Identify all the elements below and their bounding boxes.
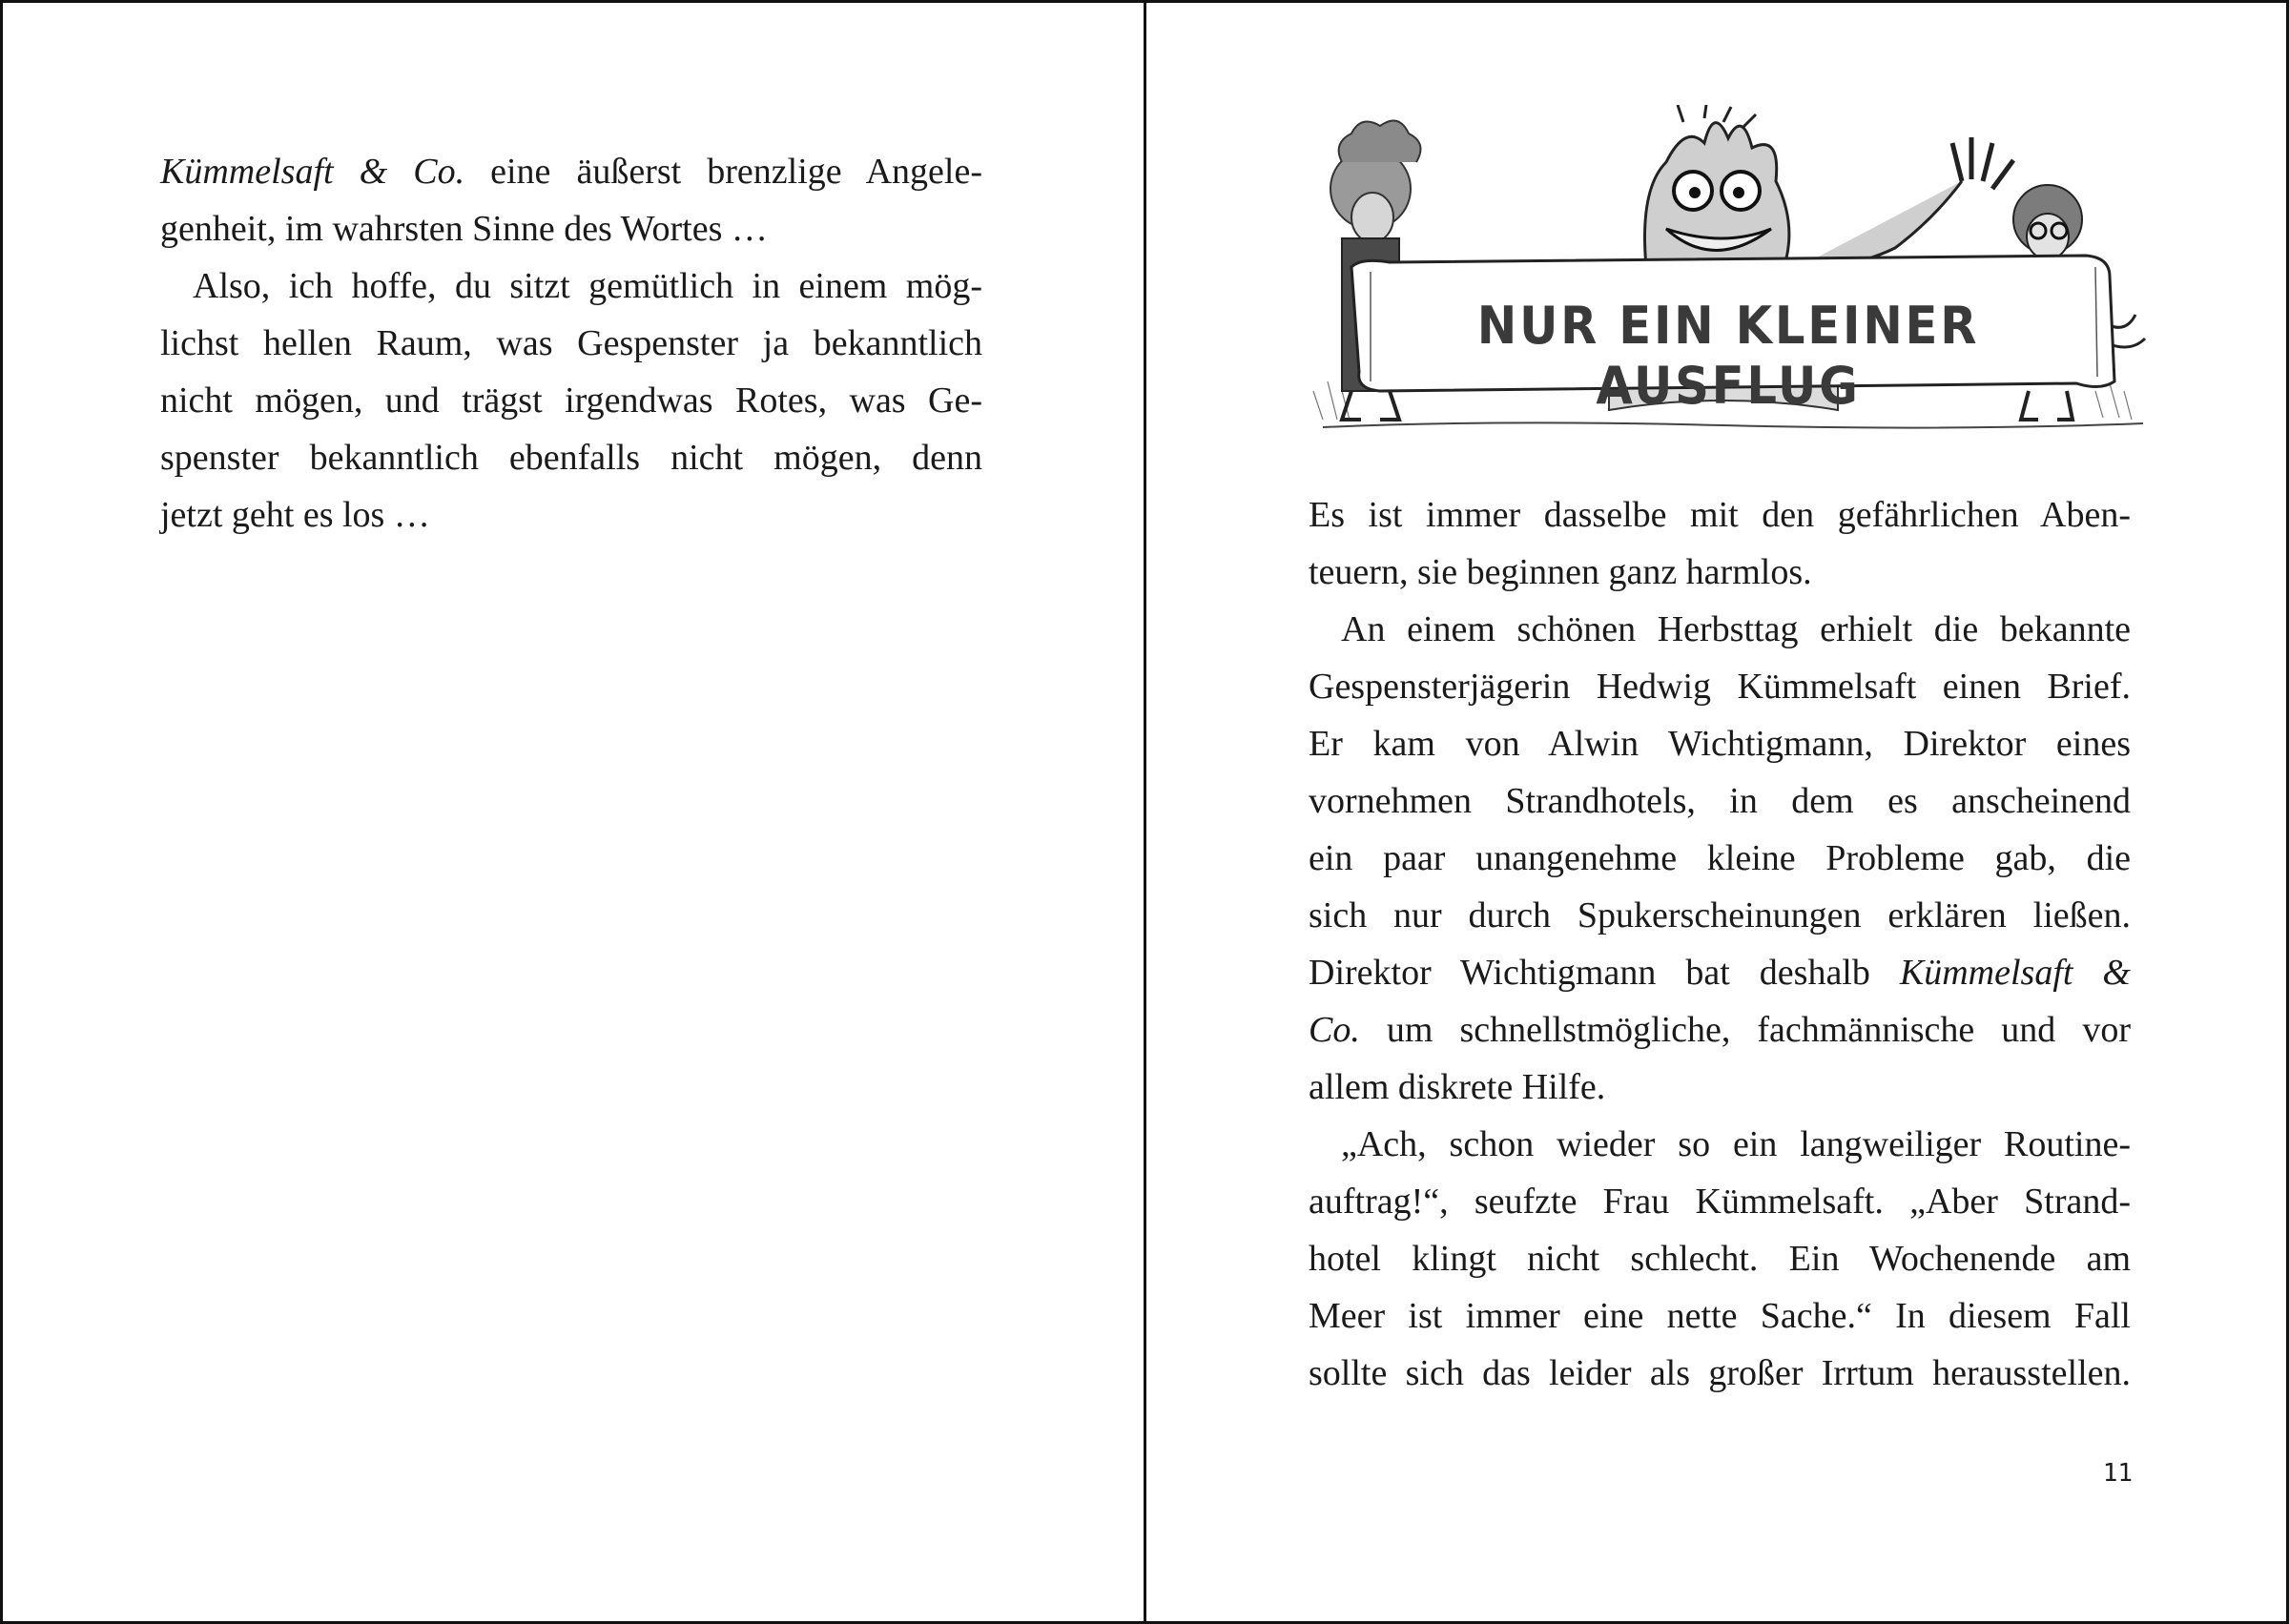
italic-text: Co. bbox=[1309, 1010, 1360, 1050]
text-line bbox=[160, 200, 982, 257]
text-line bbox=[160, 143, 982, 200]
line-text: Es ist immer dasselbe mit den gefährlichen Aben- bbox=[1309, 495, 2131, 535]
text-line bbox=[1309, 1345, 2131, 1402]
text-line bbox=[160, 315, 982, 372]
line-text: sich nur durch Spukerscheinungen erklären ließen. bbox=[1309, 895, 2131, 935]
line-text: Also, ich hoffe, du sitzt gemütlich in einem mög- bbox=[193, 266, 982, 306]
line-text: Gespensterjägerin Hedwig Kümmelsaft einen Brief. bbox=[1309, 667, 2131, 707]
line-text: eine äußerst brenzlige Angele- bbox=[464, 152, 982, 192]
line-text: genheit, im wahrsten Sinne des Wortes … bbox=[160, 209, 768, 249]
line-text: um schnellstmögliche, fachmännische und vor bbox=[1359, 1010, 2131, 1050]
page-number: 11 bbox=[2102, 1459, 2133, 1488]
text-line bbox=[1309, 1116, 2131, 1173]
line-text: An einem schönen Herbsttag erhielt die bekannte bbox=[1341, 609, 2131, 649]
text-line bbox=[1309, 1001, 2131, 1059]
line-text: allem diskrete Hilfe. bbox=[1309, 1067, 1606, 1107]
text-line bbox=[1309, 1059, 2131, 1116]
left-page-text bbox=[160, 143, 982, 544]
text-line bbox=[1309, 715, 2131, 772]
text-line bbox=[1309, 944, 2131, 1001]
line-text: Direktor Wichtigmann bat deshalb bbox=[1309, 953, 1900, 993]
chapter-banner bbox=[1304, 105, 2151, 443]
text-line bbox=[160, 429, 982, 486]
text-line bbox=[1309, 486, 2131, 544]
chapter-title: NUR EIN KLEINER AUSFLUG bbox=[1476, 296, 1980, 416]
line-text: nicht mögen, und trägst irgendwas Rotes, was Ge- bbox=[160, 380, 982, 421]
text-line bbox=[160, 257, 982, 315]
line-text: ein paar unangenehme kleine Probleme gab, die bbox=[1309, 838, 2131, 878]
line-text: teuern, sie beginnen ganz harmlos. bbox=[1309, 552, 1812, 592]
text-line bbox=[1309, 887, 2131, 944]
line-text: spenster bekanntlich ebenfalls nicht mögen, denn bbox=[160, 438, 982, 478]
line-text: lichst hellen Raum, was Gespenster ja bekanntlich bbox=[160, 323, 982, 363]
italic-text: Kümmelsaft & Co. bbox=[160, 152, 465, 192]
text-line bbox=[1309, 658, 2131, 715]
text-line bbox=[160, 372, 982, 429]
text-line bbox=[1309, 1173, 2131, 1230]
text-line bbox=[1309, 1230, 2131, 1287]
text-line bbox=[1309, 544, 2131, 601]
text-line bbox=[160, 486, 982, 544]
text-line bbox=[1309, 772, 2131, 830]
line-text: sollte sich das leider als großer Irrtum herausstellen. bbox=[1309, 1353, 2131, 1393]
text-line bbox=[1309, 601, 2131, 658]
italic-text: Kümmelsaft & bbox=[1899, 953, 2131, 993]
line-text: Meer ist immer eine nette Sache.“ In diesem Fall bbox=[1309, 1296, 2131, 1336]
right-page bbox=[1146, 0, 2289, 1624]
line-text: auftrag!“, seufzte Frau Kümmelsaft. „Aber Strand- bbox=[1309, 1182, 2131, 1222]
right-page-text bbox=[1309, 486, 2131, 1402]
line-text: Er kam von Alwin Wichtigmann, Direktor eines bbox=[1309, 724, 2131, 764]
line-text: hotel klingt nicht schlecht. Ein Wochenende am bbox=[1309, 1239, 2131, 1279]
line-text: „Ach, schon wieder so ein langweiliger Routine- bbox=[1341, 1124, 2131, 1164]
left-page bbox=[0, 0, 1144, 1624]
text-line bbox=[1309, 830, 2131, 887]
line-text: vornehmen Strandhotels, in dem es anscheinend bbox=[1309, 781, 2131, 821]
text-line bbox=[1309, 1287, 2131, 1345]
line-text: jetzt geht es los … bbox=[160, 495, 430, 535]
